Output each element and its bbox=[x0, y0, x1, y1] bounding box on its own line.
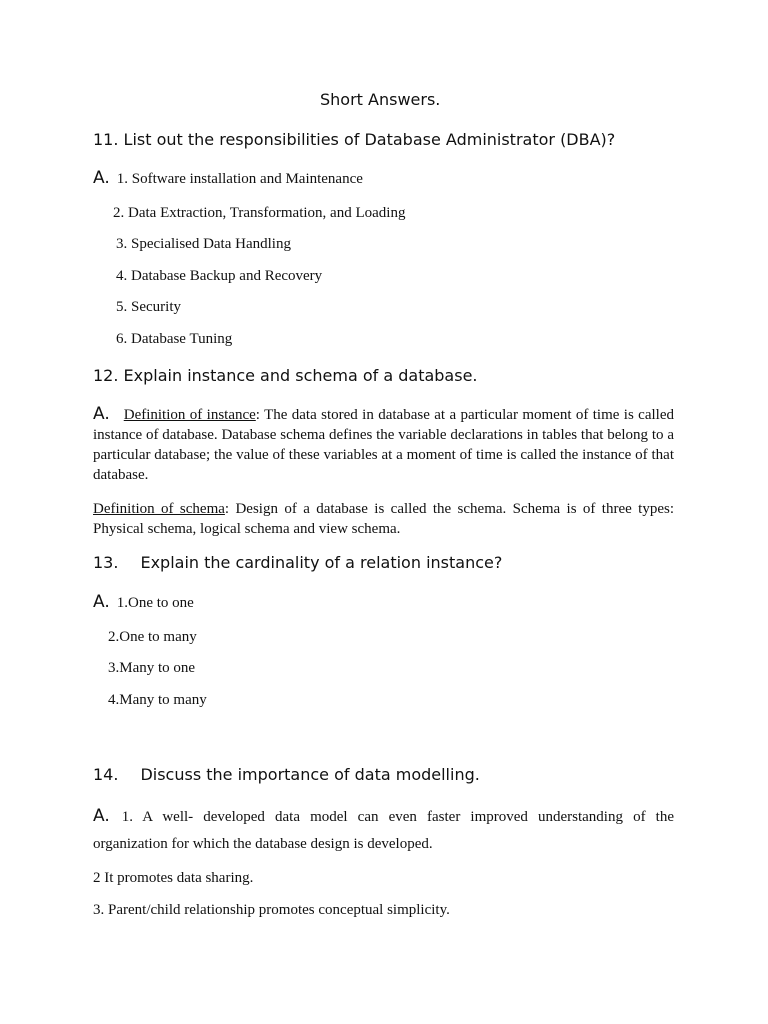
q14-point-1 bbox=[93, 803, 674, 858]
q12-schema-paragraph bbox=[93, 499, 674, 539]
q14-number: 14. bbox=[93, 765, 119, 784]
q12-answer-marker: A. bbox=[93, 404, 110, 424]
question-13 bbox=[93, 553, 502, 572]
q11-answer-first-line bbox=[93, 168, 363, 188]
page-title: Short Answers. bbox=[320, 90, 441, 109]
schema-label: Definition of schema bbox=[93, 501, 225, 517]
q13-item-4: 4.Many to many bbox=[108, 692, 207, 708]
q11-item-2: 2. Data Extraction, Transformation, and Loading bbox=[113, 205, 406, 221]
question-12: 12. Explain instance and schema of a database. bbox=[93, 366, 478, 385]
q14-answer-marker: A. bbox=[93, 806, 110, 826]
q14-text: Discuss the importance of data modelling. bbox=[140, 765, 480, 784]
q13-item-2: 2.One to many bbox=[108, 629, 197, 645]
q11-item-3: 3. Specialised Data Handling bbox=[116, 236, 291, 252]
q13-item-1: 1.One to one bbox=[116, 595, 194, 611]
q11-item-4: 4. Database Backup and Recovery bbox=[116, 268, 323, 284]
q13-number: 13. bbox=[93, 553, 119, 572]
q12-instance-paragraph bbox=[93, 404, 674, 485]
q13-item-3: 3.Many to one bbox=[108, 660, 196, 676]
q11-item-5: 5. Security bbox=[116, 299, 181, 315]
q13-answer-marker: A. bbox=[93, 592, 110, 612]
instance-text: : The data stored in database at a particular moment of time is called instance of database. Database schema defines the variable declarations in tables that belong to a particular database; the value of these variables at a moment of time is called the instance of that database. bbox=[93, 407, 674, 483]
q14-point-2: 2 It promotes data sharing. bbox=[93, 870, 254, 886]
instance-label: Definition of instance bbox=[123, 407, 256, 423]
schema-text: : Design of a database is called the schema. Schema is of three types: Physical schema, logical schema and view schema. bbox=[93, 501, 674, 537]
q13-text: Explain the cardinality of a relation instance? bbox=[140, 553, 503, 572]
q11-answer-marker: A. bbox=[93, 168, 110, 188]
q13-answer-first-line bbox=[93, 592, 194, 612]
q11-item-1: 1. Software installation and Maintenance bbox=[116, 171, 363, 187]
q14-point-3: 3. Parent/child relationship promotes conceptual simplicity. bbox=[93, 902, 450, 918]
q14-point-1-text: 1. A well- developed data model can even faster improved understanding of the organization for which the database design is developed. bbox=[93, 809, 674, 852]
question-11: 11. List out the responsibilities of Database Administrator (DBA)? bbox=[93, 130, 616, 149]
question-14 bbox=[93, 765, 480, 784]
q11-item-6: 6. Database Tuning bbox=[116, 331, 233, 347]
